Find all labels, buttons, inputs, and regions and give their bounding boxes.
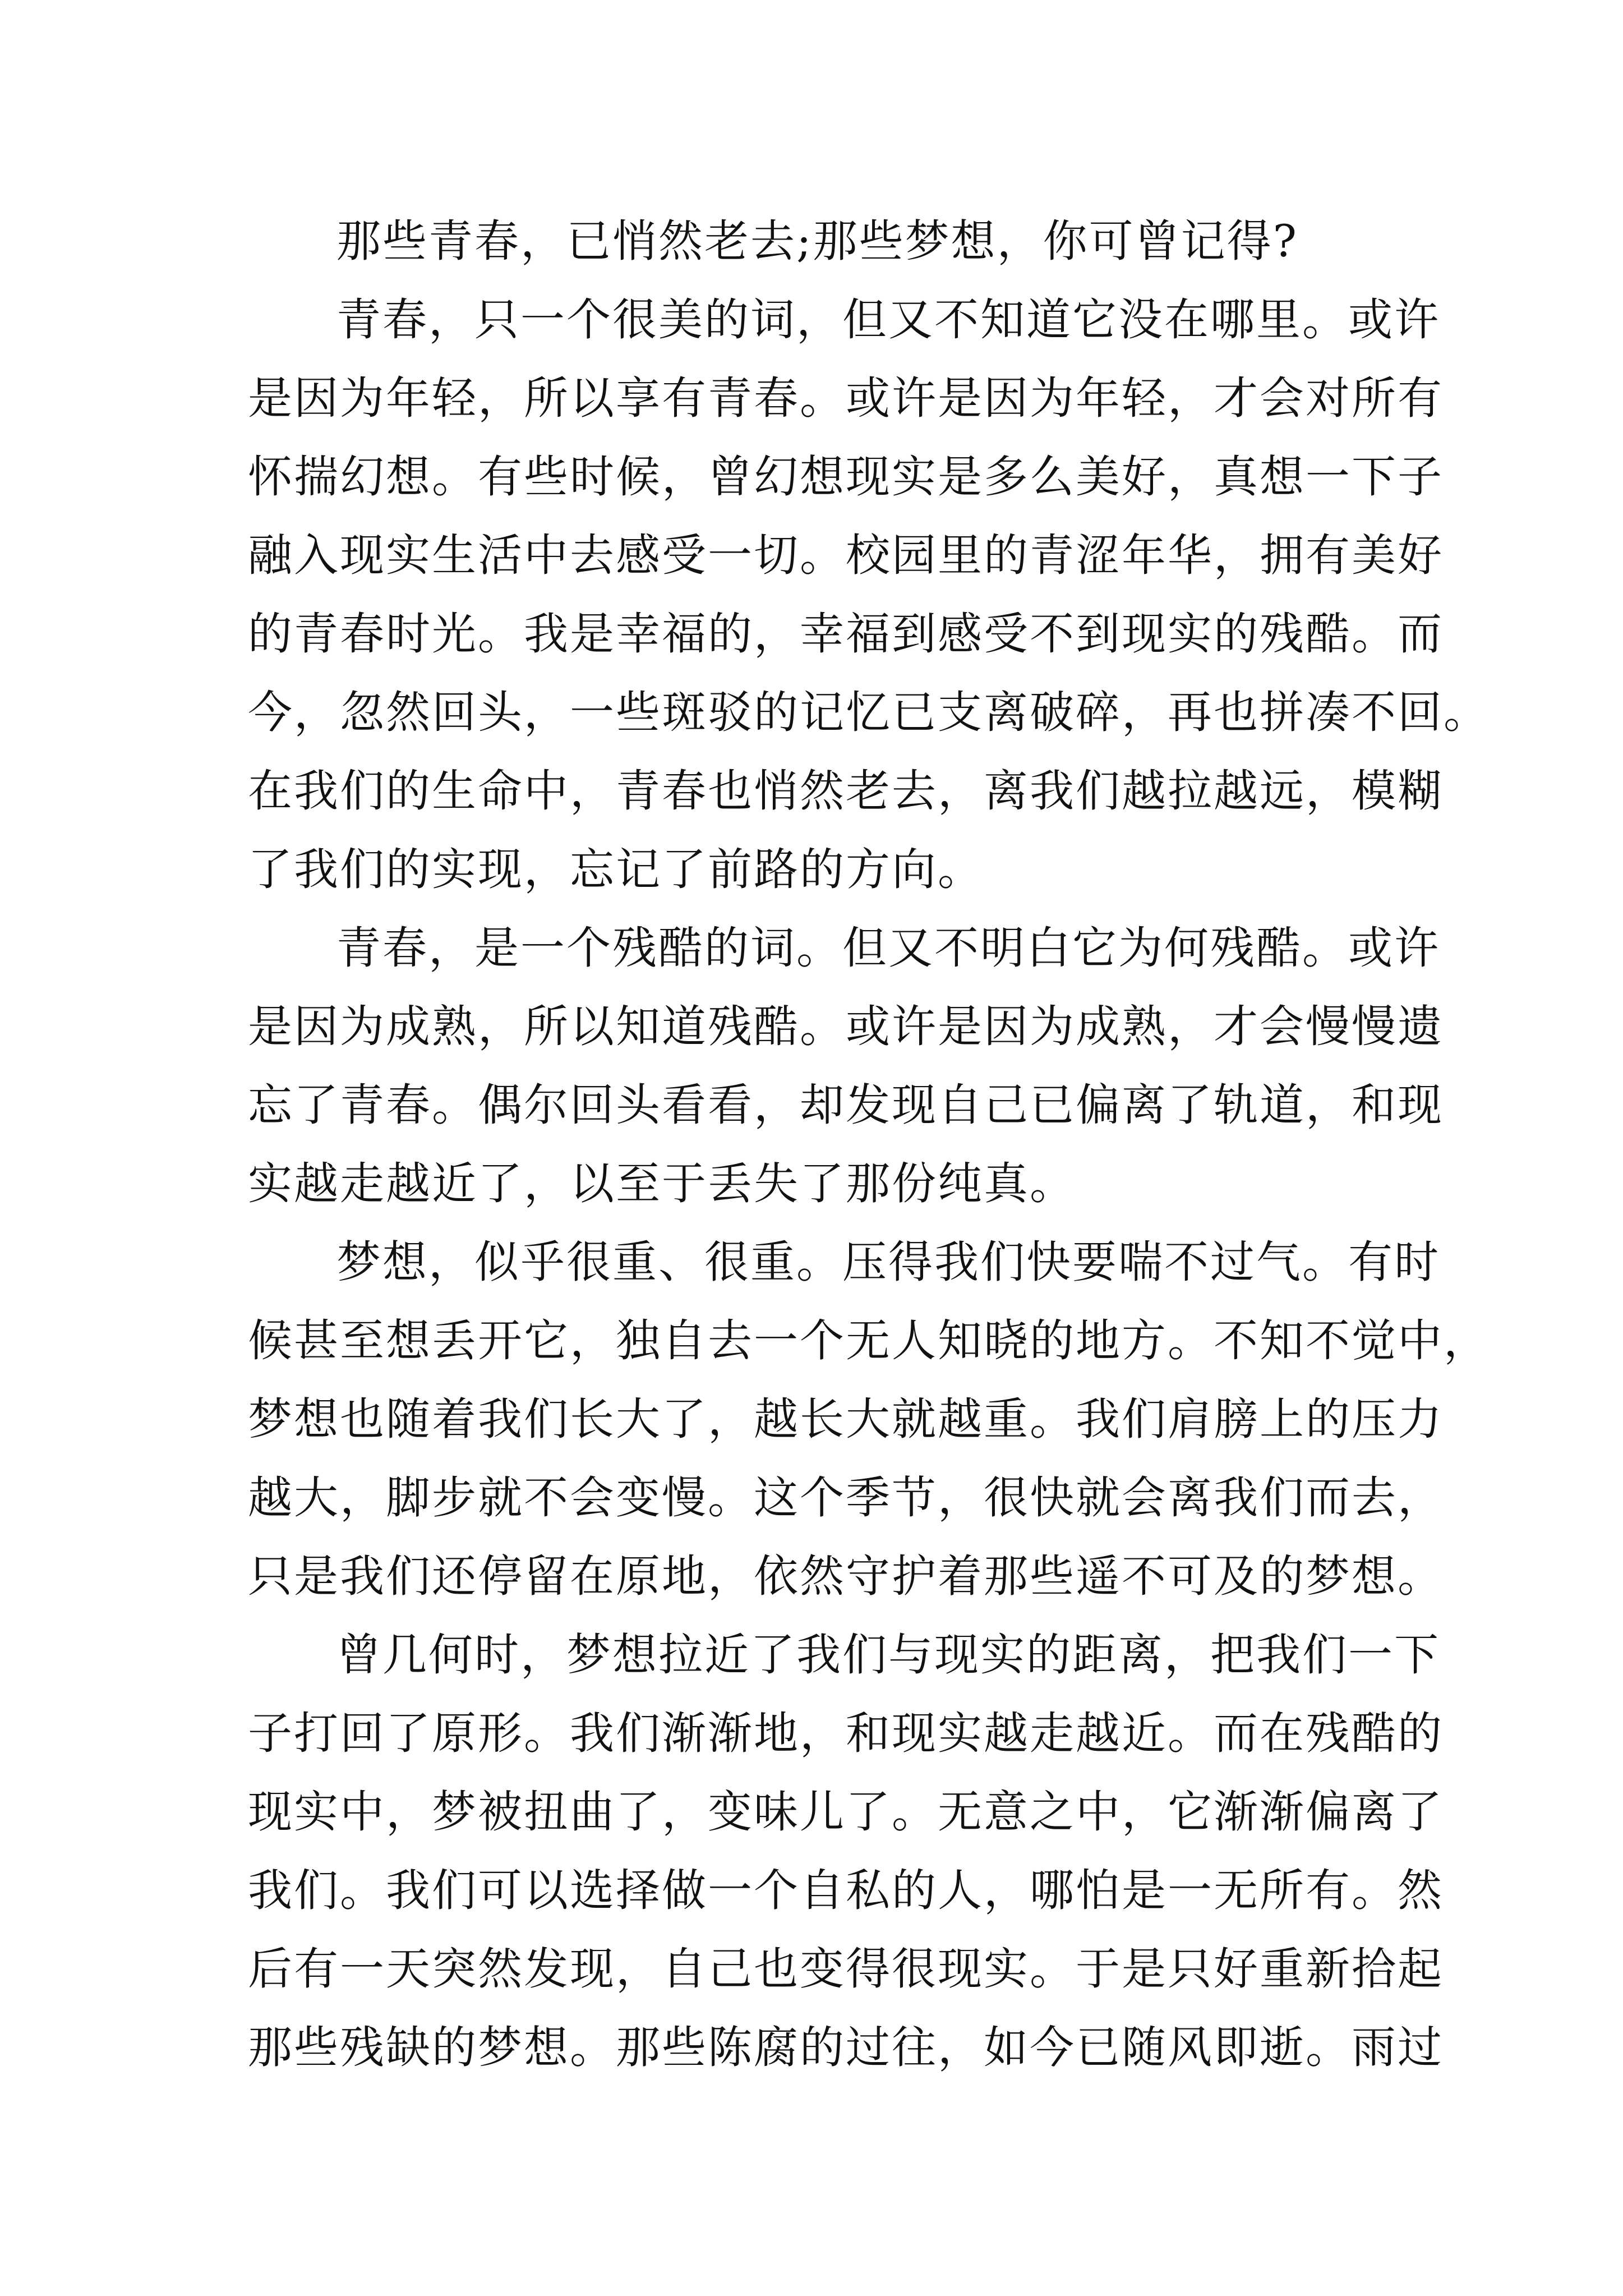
text-line: 在我们的生命中，青春也悄然老去，离我们越拉越远，模糊	[248, 765, 1444, 817]
text-line: 那些青春，已悄然老去;那些梦想，你可曾记得?	[336, 215, 1298, 267]
text-line: 曾几何时，梦想拉近了我们与现实的距离，把我们一下	[336, 1629, 1440, 1681]
text-line: 子打回了原形。我们渐渐地，和现实越走越近。而在残酷的	[248, 1708, 1444, 1759]
text-line: 只是我们还停留在原地，依然守护着那些遥不可及的梦想。	[248, 1550, 1444, 1602]
text-line: 怀揣幻想。有些时候，曾幻想现实是多么美好，真想一下子	[248, 451, 1444, 503]
text-line: 我们。我们可以选择做一个自私的人，哪怕是一无所有。然	[248, 1865, 1444, 1916]
text-line: 融入现实生活中去感受一切。校园里的青涩年华，拥有美好	[248, 530, 1444, 581]
text-line: 忘了青春。偶尔回头看看，却发现自己已偏离了轨道，和现	[248, 1079, 1444, 1131]
text-line: 青春，是一个残酷的词。但又不明白它为何残酷。或许	[336, 922, 1440, 974]
text-line: 是因为成熟，所以知道残酷。或许是因为成熟，才会慢慢遗	[248, 1001, 1444, 1052]
text-line: 梦想，似乎很重、很重。压得我们快要喘不过气。有时	[336, 1236, 1440, 1288]
text-line: 了我们的实现，忘记了前路的方向。	[248, 844, 984, 895]
text-line: 青春，只一个很美的词，但又不知道它没在哪里。或许	[336, 294, 1440, 346]
text-line: 候甚至想丢开它，独自去一个无人知晓的地方。不知不觉中，	[248, 1315, 1490, 1366]
text-line: 的青春时光。我是幸福的，幸福到感受不到现实的残酷。而	[248, 608, 1444, 660]
text-line: 今，忽然回头，一些斑驳的记忆已支离破碎，再也拼凑不回。	[248, 687, 1490, 738]
text-line: 是因为年轻，所以享有青春。或许是因为年轻，才会对所有	[248, 372, 1444, 424]
text-line: 实越走越近了，以至于丢失了那份纯真。	[248, 1158, 1076, 1209]
text-line: 现实中，梦被扭曲了，变味儿了。无意之中，它渐渐偏离了	[248, 1786, 1444, 1838]
text-line: 梦想也随着我们长大了，越长大就越重。我们肩膀上的压力	[248, 1393, 1444, 1445]
text-line: 越大，脚步就不会变慢。这个季节，很快就会离我们而去，	[248, 1472, 1444, 1524]
text-line: 那些残缺的梦想。那些陈腐的过往，如今已随风即逝。雨过	[248, 2022, 1444, 2073]
text-line: 后有一天突然发现，自己也变得很现实。于是只好重新拾起	[248, 1943, 1444, 1995]
